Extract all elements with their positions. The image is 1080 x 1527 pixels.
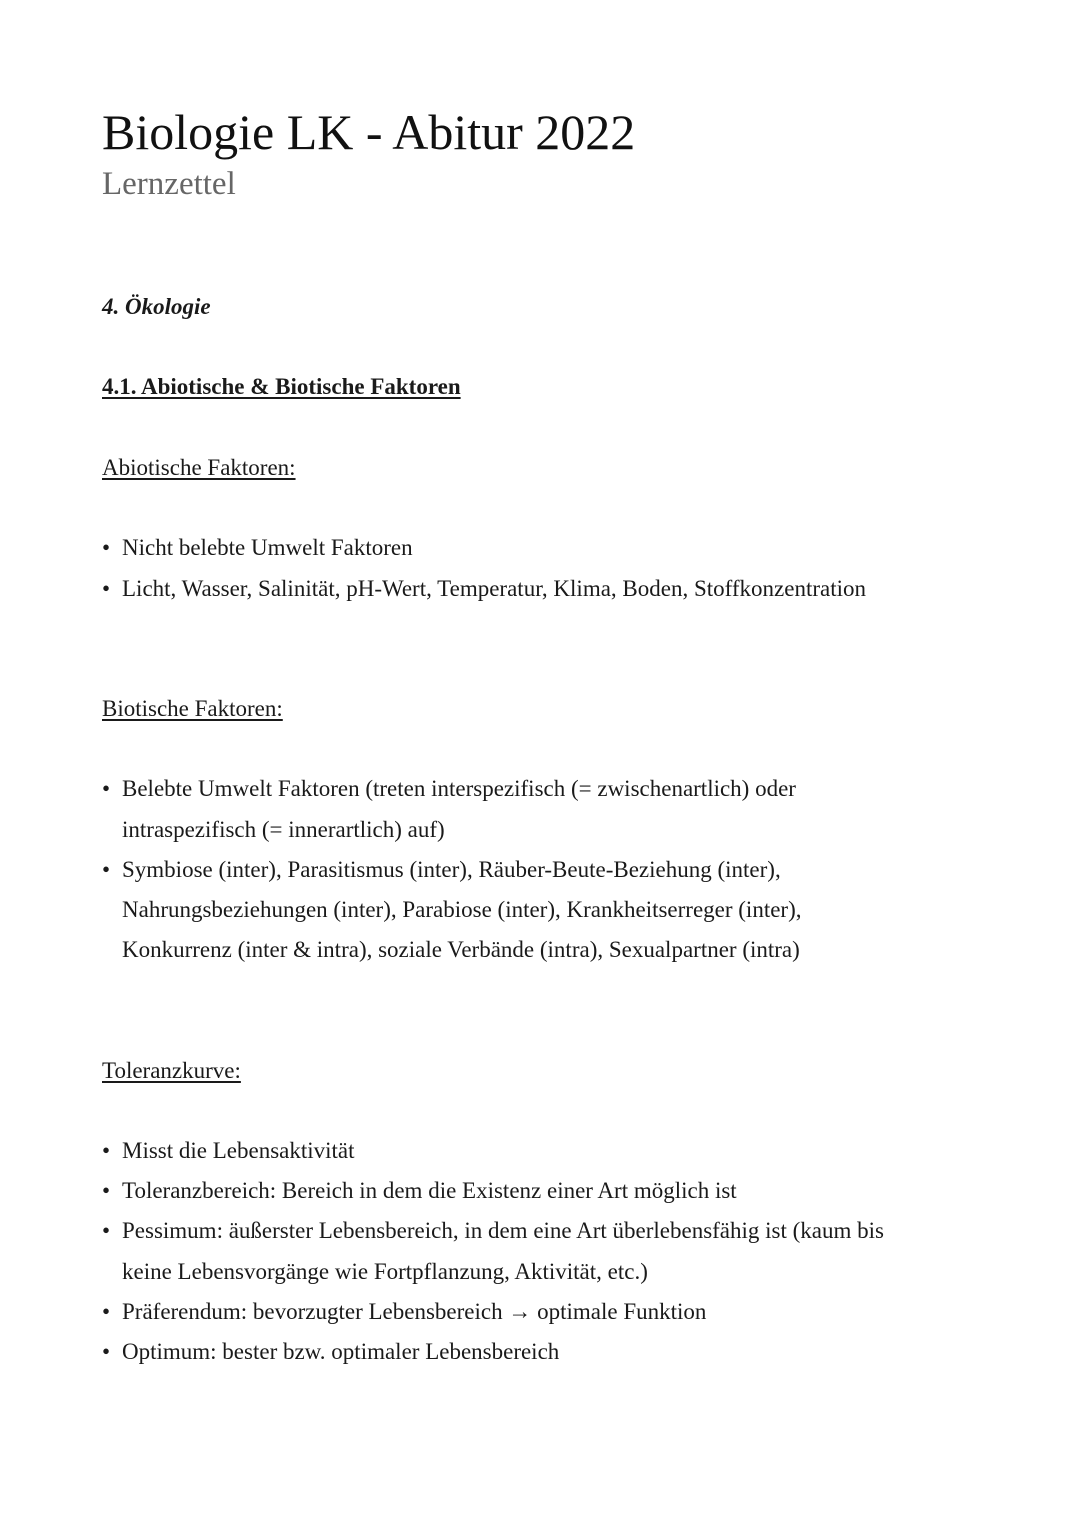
list-item: [102, 533, 413, 563]
list-item-text: Nahrungsbeziehungen (inter), Parabiose (inter), Krankheitserreger (inter),: [122, 897, 802, 922]
list-item-continuation: [122, 815, 445, 845]
list-item-text: Misst die Lebensaktivität: [122, 1138, 355, 1163]
biotic-heading: Biotische Faktoren:: [102, 696, 283, 721]
bullet-icon: •: [102, 776, 111, 801]
list-item-text: keine Lebensvorgänge wie Fortpflanzung, Aktivität, etc.): [122, 1259, 648, 1284]
list-item-text: intraspezifisch (= innerartlich) auf): [122, 817, 445, 842]
list-item: [102, 1337, 560, 1367]
list-item-text: Präferendum: bevorzugter Lebensbereich → optimale Funktion: [122, 1299, 707, 1324]
list-item: [102, 855, 781, 885]
list-item: [102, 1297, 707, 1327]
list-item-text: Licht, Wasser, Salinität, pH-Wert, Temperatur, Klima, Boden, Stoffkonzentration: [122, 576, 867, 601]
document-subtitle: Lernzettel: [102, 166, 236, 202]
list-item-text: Symbiose (inter), Parasitismus (inter), Räuber-Beute-Beziehung (inter),: [122, 857, 781, 882]
list-item: [102, 1176, 737, 1206]
bullet-icon: •: [102, 1218, 111, 1243]
tolerance-heading: Toleranzkurve:: [102, 1058, 241, 1083]
list-item-continuation: [122, 1257, 648, 1287]
abiotic-heading: Abiotische Faktoren:: [102, 455, 296, 480]
list-item: [102, 774, 796, 804]
list-item-text: Nicht belebte Umwelt Faktoren: [122, 535, 413, 560]
list-item-text: Pessimum: äußerster Lebensbereich, in dem eine Art überlebensfähig ist (kaum bis: [122, 1218, 884, 1243]
list-item-text: Toleranzbereich: Bereich in dem die Existenz einer Art möglich ist: [122, 1178, 737, 1203]
document-title: Biologie LK - Abitur 2022: [102, 104, 636, 160]
list-item: [102, 574, 867, 604]
bullet-icon: •: [102, 1299, 111, 1324]
bullet-icon: •: [102, 576, 111, 601]
list-item-continuation: [122, 935, 800, 965]
bullet-icon: •: [102, 1178, 111, 1203]
list-item: [102, 1216, 884, 1246]
list-item-text: Belebte Umwelt Faktoren (treten interspezifisch (= zwischenartlich) oder: [122, 776, 796, 801]
bullet-icon: •: [102, 1339, 111, 1364]
bullet-icon: •: [102, 1138, 111, 1163]
list-item-text: Optimum: bester bzw. optimaler Lebensbereich: [122, 1339, 560, 1364]
section-heading: 4.1. Abiotische & Biotische Faktoren: [102, 374, 461, 399]
list-item-text: Konkurrenz (inter & intra), soziale Verbände (intra), Sexualpartner (intra): [122, 937, 800, 962]
bullet-icon: •: [102, 535, 111, 560]
bullet-icon: •: [102, 857, 111, 882]
chapter-heading: 4. Ökologie: [102, 294, 211, 319]
list-item-continuation: [122, 895, 802, 925]
list-item: [102, 1136, 355, 1166]
